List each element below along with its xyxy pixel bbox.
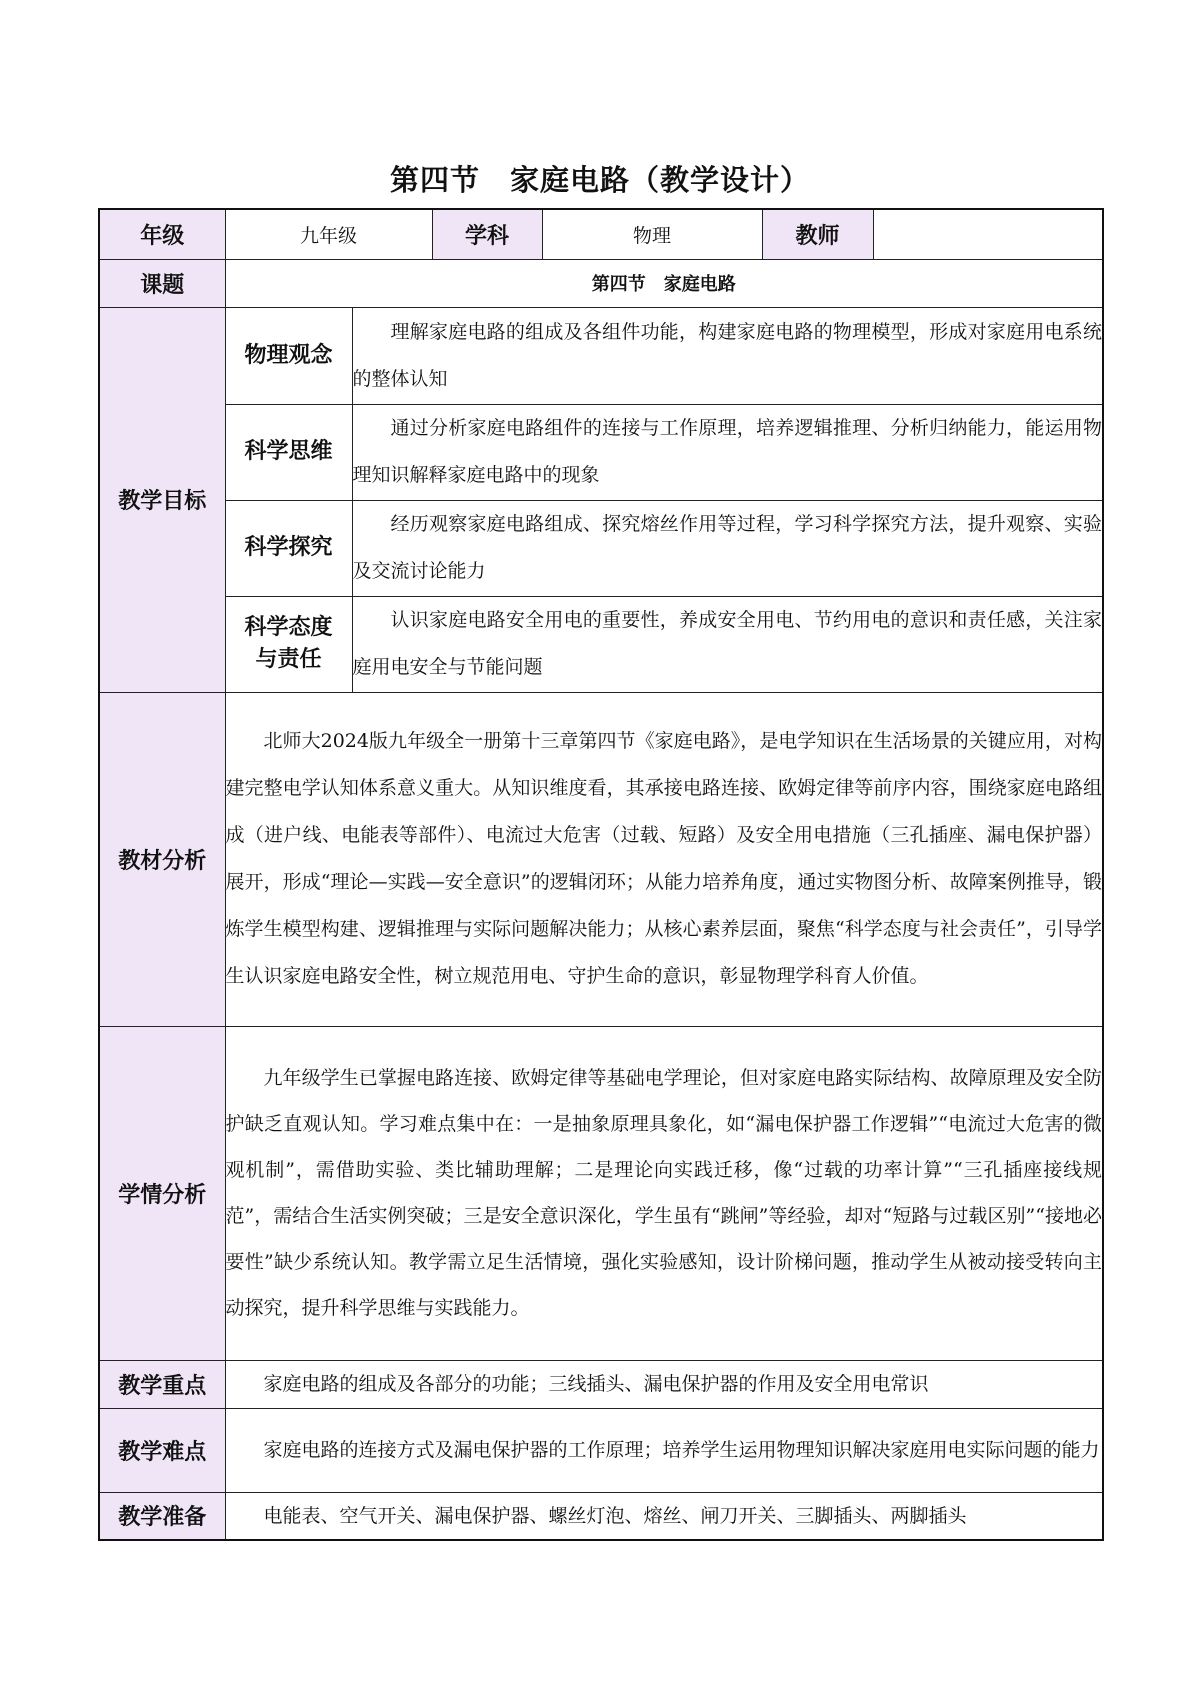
objective-name: 物理观念: [225, 307, 352, 404]
objective-row: [99, 404, 1103, 500]
objective-row: [99, 596, 1103, 692]
objectives-label: 教学目标: [99, 307, 225, 692]
key-points-text: 家庭电路的组成及各部分的功能；三线插头、漏电保护器的作用及安全用电常识: [225, 1360, 1103, 1408]
objective-name-line: 与责任: [255, 647, 322, 672]
info-row: [99, 209, 1103, 259]
objective-row: [99, 500, 1103, 596]
difficulties-text: 家庭电路的连接方式及漏电保护器的工作原理；培养学生运用物理知识解决家庭用电实际问题的能力: [225, 1408, 1103, 1492]
preparation-label: 教学准备: [99, 1492, 225, 1540]
student-analysis-row: [99, 1026, 1103, 1360]
teacher-value: [873, 209, 1103, 259]
objective-text: 理解家庭电路的组成及各组件功能，构建家庭电路的物理模型，形成对家庭用电系统的整体认知: [352, 307, 1103, 404]
difficulties-row: [99, 1408, 1103, 1492]
material-analysis-label: 教材分析: [99, 692, 225, 1026]
difficulties-label: 教学难点: [99, 1408, 225, 1492]
preparation-text: 电能表、空气开关、漏电保护器、螺丝灯泡、熔丝、闸刀开关、三脚插头、两脚插头: [225, 1492, 1103, 1540]
objective-name: [225, 596, 352, 692]
objective-name-line: 科学态度: [244, 615, 333, 640]
key-points-label: 教学重点: [99, 1360, 225, 1408]
topic-value: 第四节 家庭电路: [225, 259, 1103, 307]
objective-row: [99, 307, 1103, 404]
teacher-label: 教师: [762, 209, 873, 259]
document-title: 第四节 家庭电路（教学设计）: [389, 163, 810, 197]
grade-label: 年级: [99, 209, 225, 259]
objective-text: 通过分析家庭电路组件的连接与工作原理，培养逻辑推理、分析归纳能力，能运用物理知识解释家庭电路中的现象: [352, 404, 1103, 500]
topic-label: 课题: [99, 259, 225, 307]
topic-row: [99, 259, 1103, 307]
objective-text: 认识家庭电路安全用电的重要性，养成安全用电、节约用电的意识和责任感，关注家庭用电安全与节能问题: [352, 596, 1103, 692]
grade-value: 九年级: [225, 209, 432, 259]
key-points-row: [99, 1360, 1103, 1408]
student-analysis-label: 学情分析: [99, 1026, 225, 1360]
subject-label: 学科: [432, 209, 542, 259]
subject-value: 物理: [542, 209, 762, 259]
student-analysis-text: 九年级学生已掌握电路连接、欧姆定律等基础电学理论，但对家庭电路实际结构、故障原理及安全防护缺乏直观认知。学习难点集中在：一是抽象原理具象化，如“漏电保护器工作逻辑”“电流过大危害的微观机制”，需借助实验、类比辅助理解；二是理论向实践迁移，像“过载的功率计算”“三孔插座接线规范”，需结合生活实例突破；三是安全意识深化，学生虽有“跳闸”等经验，却对“短路与过载区别”“接地必要性”缺少系统认知。教学需立足生活情境，强化实验感知，设计阶梯问题，推动学生从被动接受转向主动探究，提升科学思维与实践能力。: [225, 1026, 1103, 1360]
lesson-plan-table: [98, 208, 1104, 1541]
material-analysis-row: [99, 692, 1103, 1026]
material-analysis-text: 北师大2024版九年级全一册第十三章第四节《家庭电路》，是电学知识在生活场景的关键应用，对构建完整电学认知体系意义重大。从知识维度看，其承接电路连接、欧姆定律等前序内容，围绕家庭电路组成（进户线、电能表等部件）、电流过大危害（过载、短路）及安全用电措施（三孔插座、漏电保护器）展开，形成“理论—实践—安全意识”的逻辑闭环；从能力培养角度，通过实物图分析、故障案例推导，锻炼学生模型构建、逻辑推理与实际问题解决能力；从核心素养层面，聚焦“科学态度与社会责任”，引导学生认识家庭电路安全性，树立规范用电、守护生命的意识，彰显物理学科育人价值。: [225, 692, 1103, 1026]
objective-name: 科学思维: [225, 404, 352, 500]
objective-text: 经历观察家庭电路组成、探究熔丝作用等过程，学习科学探究方法，提升观察、实验及交流讨论能力: [352, 500, 1103, 596]
preparation-row: [99, 1492, 1103, 1540]
objective-name: 科学探究: [225, 500, 352, 596]
